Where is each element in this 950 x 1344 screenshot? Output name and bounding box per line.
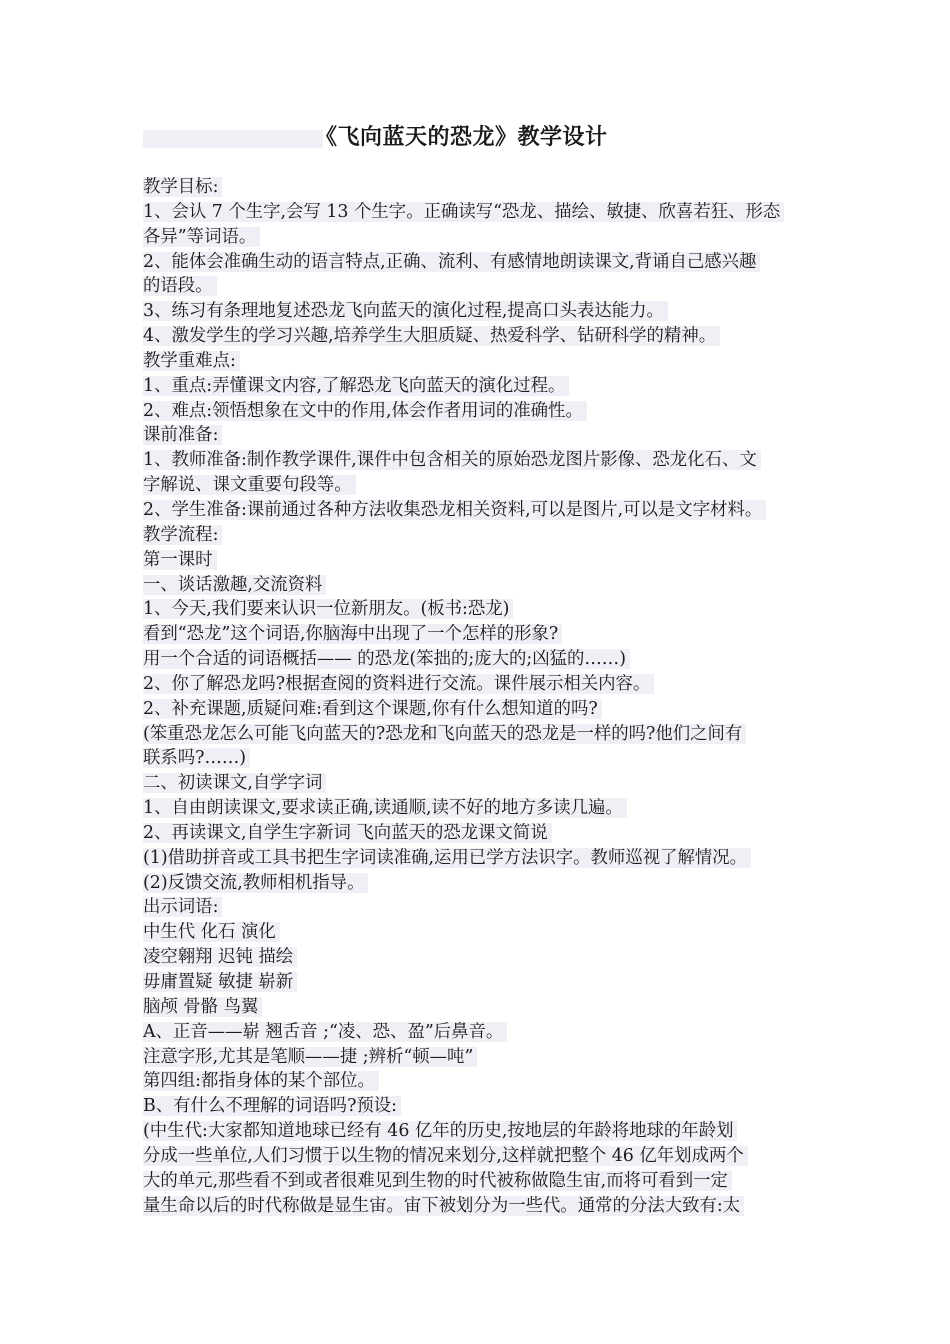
text-line-content: 分成一些单位,人们习惯于以生物的情况来划分,这样就把整个 46 亿年划成两个	[143, 1146, 748, 1166]
text-line	[143, 349, 823, 374]
text-line	[143, 1094, 823, 1119]
text-line-content: 教学目标:	[143, 177, 222, 197]
text-line-content: 课前准备:	[143, 425, 222, 445]
text-line-content: 出示词语:	[143, 897, 222, 917]
text-line	[143, 647, 823, 672]
text-line-content: 3、练习有条理地复述恐龙飞向蓝天的演化过程,提高口头表达能力。	[143, 301, 668, 321]
text-line	[143, 324, 823, 349]
text-line	[143, 250, 823, 275]
text-line-content: 1、教师准备:制作教学课件,课件中包含相关的原始恐龙图片影像、恐龙化石、文	[143, 450, 761, 470]
text-line-content: 2、再读课文,自学生字新词 飞向蓝天的恐龙课文简说	[143, 823, 552, 843]
text-line-content: 看到“恐龙”这个词语,你脑海中出现了一个怎样的形象?	[143, 624, 562, 644]
text-line	[143, 548, 823, 573]
text-line-content: 各异”等词语。	[143, 227, 260, 247]
text-line-content: 一、谈话激趣,交流资料	[143, 575, 326, 595]
text-line	[143, 200, 823, 225]
text-line	[143, 970, 823, 995]
text-line	[143, 1045, 823, 1070]
text-line-content: 2、你了解恐龙吗?根据查阅的资料进行交流。课件展示相关内容。	[143, 674, 654, 694]
text-line	[143, 796, 823, 821]
text-line-content: 的语段。	[143, 276, 217, 296]
text-line-content: B、有什么不理解的词语吗?预设:	[143, 1096, 401, 1116]
text-line	[143, 846, 823, 871]
text-line	[143, 1119, 823, 1144]
text-line-content: 1、自由朗读课文,要求读正确,读通顺,读不好的地方多读几遍。	[143, 798, 627, 818]
text-line	[143, 374, 823, 399]
text-line	[143, 225, 823, 250]
text-line	[143, 895, 823, 920]
text-line	[143, 722, 823, 747]
title-shading	[143, 130, 323, 148]
text-line-content: 2、能体会准确生动的语言特点,正确、流利、有感情地朗读课文,背诵自己感兴趣	[143, 252, 760, 272]
text-line-content: 2、补充课题,质疑问难:看到这个课题,你有什么想知道的吗?	[143, 699, 602, 719]
text-line-content: 第一课时	[143, 550, 217, 570]
text-line-content: 1、会认 7 个生字,会写 13 个生字。正确读写“恐龙、描绘、敏捷、欣喜若狂、形态	[143, 202, 784, 222]
text-line	[143, 821, 823, 846]
text-line	[143, 299, 823, 324]
text-line-content: 注意字形,尤其是笔顺——捷 ;辨析“顿—吨”	[143, 1047, 477, 1067]
text-line	[143, 473, 823, 498]
text-line-content: 脑颅 骨骼 鸟翼	[143, 997, 262, 1017]
text-line-content: 2、学生准备:课前通过各种方法收集恐龙相关资料,可以是图片,可以是文字材料。	[143, 500, 766, 520]
text-line-content: 教学重难点:	[143, 351, 240, 371]
text-line	[143, 399, 823, 424]
text-line	[143, 1144, 823, 1169]
text-line-content: A、正音——崭 翘舌音 ;“凌、恐、盈”后鼻音。	[143, 1022, 507, 1042]
text-line	[143, 995, 823, 1020]
text-line	[143, 622, 823, 647]
text-line	[143, 498, 823, 523]
text-line	[143, 1020, 823, 1045]
text-line	[143, 423, 823, 448]
text-line-content: (1)借助拼音或工具书把生字词读准确,运用已学方法识字。教师巡视了解情况。	[143, 848, 751, 868]
text-line-content: 联系吗?……)	[143, 748, 250, 768]
text-line-content: 用一个合适的词语概括—— 的恐龙(笨拙的;庞大的;凶猛的……)	[143, 649, 630, 669]
text-line-content: 第四组:都指身体的某个部位。	[143, 1071, 379, 1091]
text-line	[143, 1169, 823, 1194]
title-row	[143, 124, 643, 150]
text-line-content: 凌空翱翔 迟钝 描绘	[143, 947, 297, 967]
text-line	[143, 274, 823, 299]
text-line-content: 大的单元,那些看不到或者很难见到生物的时代被称做隐生宙,而将可看到一定	[143, 1171, 732, 1191]
text-line-content: 二、初读课文,自学字词	[143, 773, 326, 793]
text-line-content: 1、今天,我们要来认识一位新朋友。(板书:恐龙)	[143, 599, 513, 619]
document-body	[143, 175, 823, 1218]
document-title: 《飞向蓝天的恐龙》教学设计	[315, 124, 608, 150]
text-line	[143, 871, 823, 896]
text-line-content: 4、激发学生的学习兴趣,培养学生大胆质疑、热爱科学、钻研科学的精神。	[143, 326, 720, 346]
text-line-content: (笨重恐龙怎么可能飞向蓝天的?恐龙和飞向蓝天的恐龙是一样的吗?他们之间有	[143, 724, 746, 744]
text-line-content: (2)反馈交流,教师相机指导。	[143, 873, 368, 893]
text-line	[143, 175, 823, 200]
text-line	[143, 523, 823, 548]
text-line-content: 2、难点:领悟想象在文中的作用,体会作者用词的准确性。	[143, 401, 587, 421]
text-line-content: (中生代:大家都知道地球已经有 46 亿年的历史,按地层的年龄将地球的年龄划	[143, 1121, 737, 1141]
text-line	[143, 771, 823, 796]
text-line-content: 教学流程:	[143, 525, 222, 545]
text-line	[143, 920, 823, 945]
text-line	[143, 1194, 823, 1219]
text-line	[143, 573, 823, 598]
text-line-content: 字解说、课文重要句段等。	[143, 475, 356, 495]
text-line	[143, 1069, 823, 1094]
text-line-content: 1、重点:弄懂课文内容,了解恐龙飞向蓝天的演化过程。	[143, 376, 569, 396]
text-line	[143, 746, 823, 771]
text-line-content: 中生代 化石 演化	[143, 922, 280, 942]
text-line	[143, 945, 823, 970]
text-line	[143, 448, 823, 473]
text-line	[143, 597, 823, 622]
text-line	[143, 697, 823, 722]
text-line-content: 毋庸置疑 敏捷 崭新	[143, 972, 297, 992]
text-line	[143, 672, 823, 697]
text-line-content: 量生命以后的时代称做是显生宙。宙下被划分为一些代。通常的分法大致有:太	[143, 1196, 744, 1216]
